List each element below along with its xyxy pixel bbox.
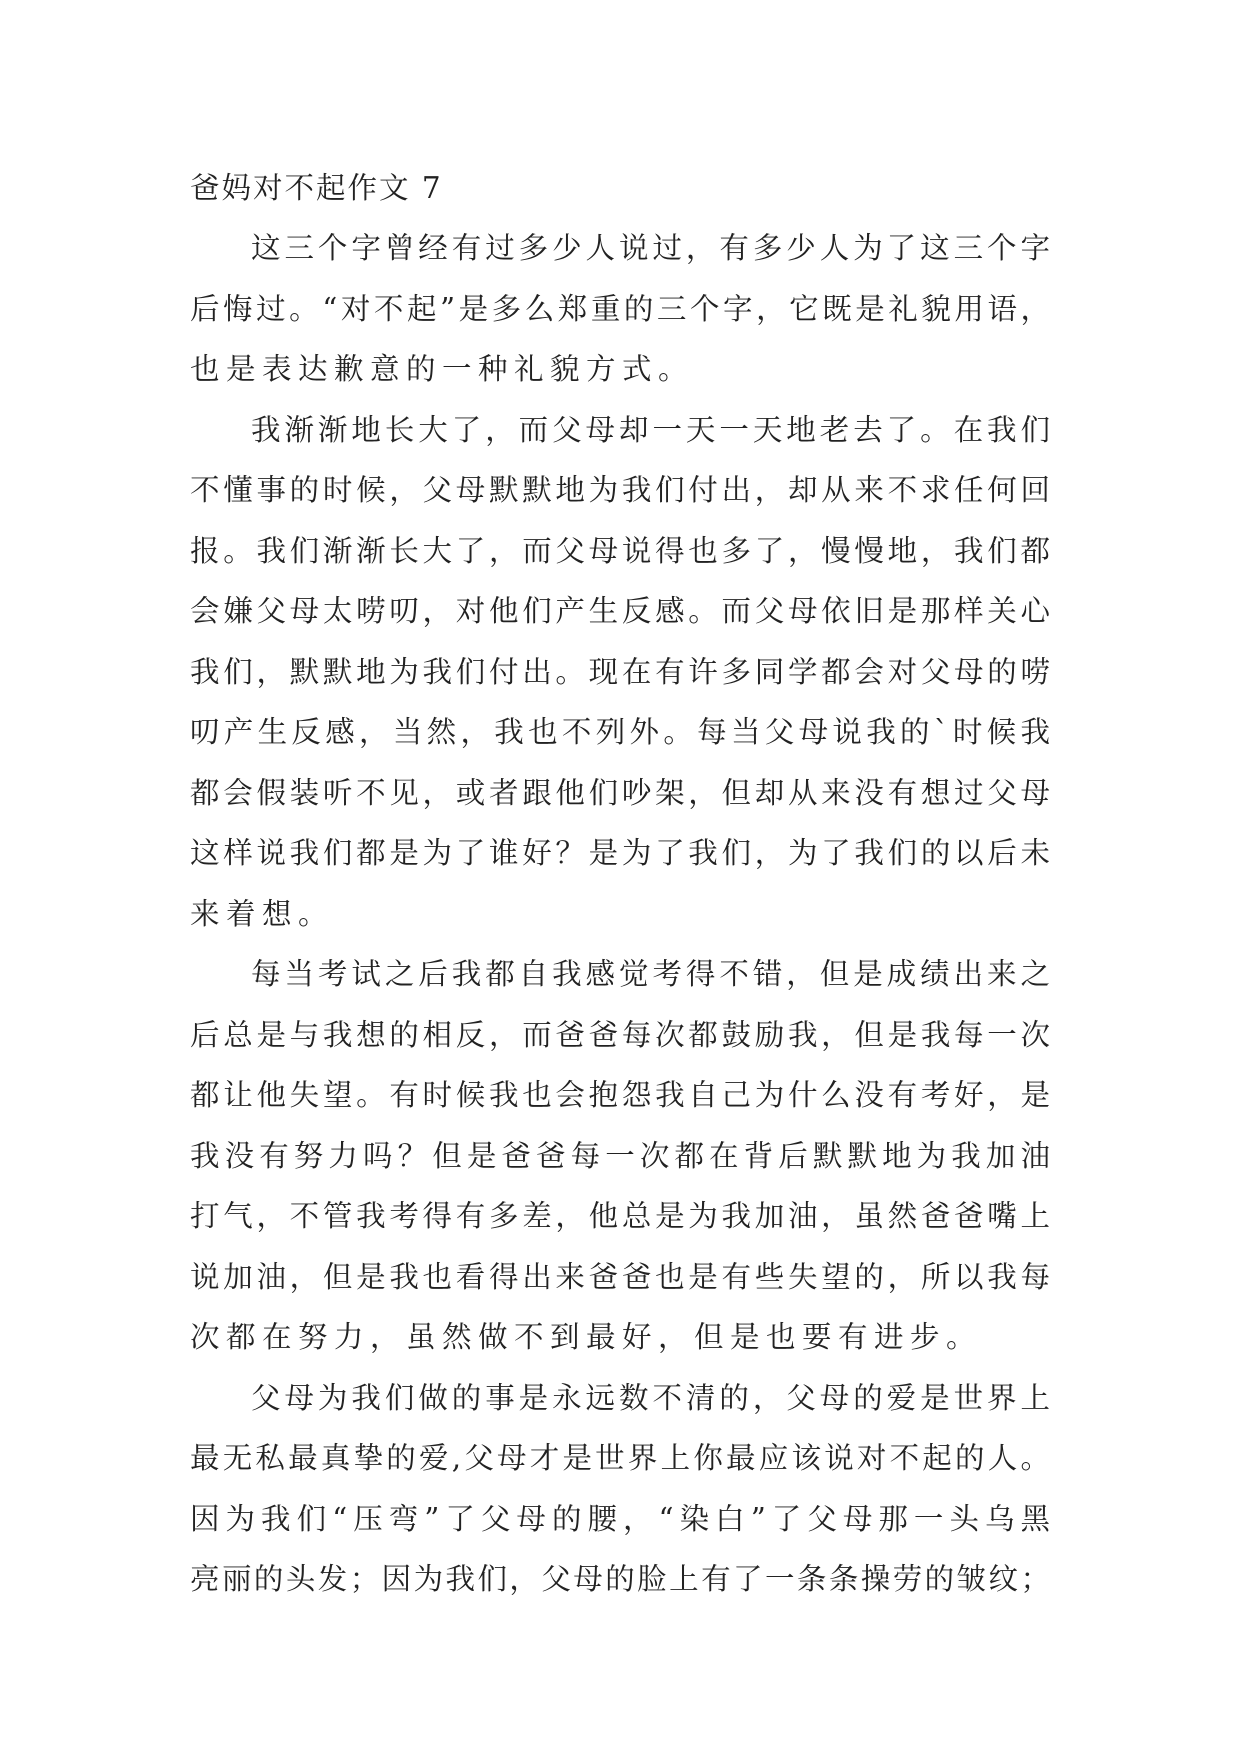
text-line: 说加油，但是我也看得出来爸爸也是有些失望的，所以我每 [190,1259,1050,1294]
essay-title: 爸妈对不起作文 7 [190,171,443,205]
text-line: 父母为我们做的事是永远数不清的，父母的爱是世界上 [251,1380,1050,1415]
text-line: 后总是与我想的相反，而爸爸每次都鼓励我，但是我每一次 [190,1017,1050,1052]
text-line: 亮丽的头发；因为我们，父母的脸上有了一条条操劳的皱纹； [190,1562,1050,1596]
text-line: 也是表达歉意的一种礼貌方式。 [190,352,695,386]
paragraph-4 [190,1368,1050,1610]
text-line: 次都在努力，虽然做不到最好，但是也要有进步。 [190,1320,983,1354]
text-line: 每当考试之后我都自我感觉考得不错，但是成绩出来之 [251,957,1050,991]
text-line: 会嫌父母太唠叨，对他们产生反感。而父母依旧是那样关心 [190,594,1050,628]
text-line: 我们，默默地为我们付出。现在有许多同学都会对父母的唠 [190,654,1050,689]
text-line: 这三个字曾经有过多少人说过，有多少人为了这三个字 [251,231,1050,265]
paragraph-2 [190,400,1050,945]
text-line: 来着想。 [190,896,335,931]
text-line: 不懂事的时候，父母默默地为我们付出，却从来不求任何回 [190,473,1050,507]
essay-content [190,158,1050,1610]
paragraph-1 [190,218,1050,400]
text-line: 最无私最真挚的爱,父母才是世界上你最应该说对不起的人。 [190,1441,1050,1475]
paragraph-3 [190,944,1050,1368]
text-line: 叨产生反感，当然，我也不列外。每当父母说我的`时候我 [190,715,1050,749]
text-line: 打气，不管我考得有多差，他总是为我加油，虽然爸爸嘴上 [190,1199,1050,1233]
text-line: 都会假装听不见，或者跟他们吵架，但却从来没有想过父母 [190,775,1050,810]
text-line: 我渐渐地长大了，而父母却一天一天地老去了。在我们 [251,412,1050,447]
text-line: 后悔过。“对不起”是多么郑重的三个字，它既是礼貌用语， [190,291,1050,326]
text-line: 因为我们“压弯”了父母的腰，“染白”了父母那一头乌黑 [190,1501,1050,1536]
text-line: 我没有努力吗？但是爸爸每一次都在背后默默地为我加油 [190,1138,1050,1173]
text-line: 报。我们渐渐长大了，而父母说得也多了，慢慢地，我们都 [190,533,1050,568]
text-line: 都让他失望。有时候我也会抱怨我自己为什么没有考好，是 [190,1078,1050,1112]
text-line: 这样说我们都是为了谁好？是为了我们，为了我们的以后未 [190,836,1050,870]
